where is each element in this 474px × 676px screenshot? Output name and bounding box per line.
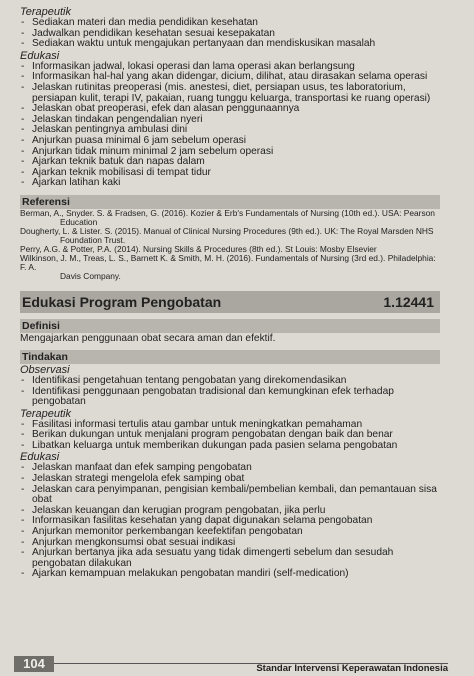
list-item: - Ajarkan kemampuan melakukan pengobatan mandiri (self-medication) xyxy=(20,569,440,580)
list-item: - Informasikan fasilitas kesehatan yang dapat digunakan selama pengobatan xyxy=(20,516,440,527)
list-item: - Sediakan materi dan media pendidikan kesehatan xyxy=(20,18,440,29)
list-item: - Jelaskan keuangan dan kerugian program pengobatan, jika perlu xyxy=(20,506,440,517)
section-code: 1.12441 xyxy=(383,293,434,310)
list-item: - Informasikan hal-hal yang akan didengar, dicium, dilihat, atau dirasakan selama operasi xyxy=(20,72,440,83)
list-item: - Ajarkan teknik batuk dan napas dalam xyxy=(20,157,440,168)
terapeutik-list xyxy=(20,18,440,50)
definisi-heading: Definisi xyxy=(20,319,440,333)
list-item: - Jadwalkan pendidikan kesehatan sesuai kesepakatan xyxy=(20,29,440,40)
list-item: - Fasilitasi informasi tertulis atau gambar untuk meningkatkan pemahaman xyxy=(20,420,440,431)
book-title: Standar Intervensi Keperawatan Indonesia xyxy=(256,663,448,674)
reference-entry: Perry, A.G. & Potter, P.A. (2014). Nursing Skills & Procedures (8th ed.). St Louis: Mosby Elsevier xyxy=(20,243,377,254)
edukasi-list xyxy=(20,62,440,189)
list-item: - Ajarkan teknik mobilisasi di tempat tidur xyxy=(20,168,440,179)
list-item: - Jelaskan cara penyimpanan, pengisian kembali/pembelian kembali, dan pemantauan sisa obat xyxy=(20,485,440,506)
reference-entry: Dougherty, L. & Lister. S. (2015). Manual of Clinical Nursing Procedures (9th ed.). UK: The Royal Marsden NHS Foundation Trust. xyxy=(20,225,434,245)
list-item: - Jelaskan strategi mengelola efek samping obat xyxy=(20,474,440,485)
list-item: - Anjurkan bertanya jika ada sesuatu yang tidak dimengerti sebelum dan sesudah pengobatan dilakukan xyxy=(20,548,440,569)
section-title-bar xyxy=(20,291,440,313)
page-number: 104 xyxy=(14,656,54,672)
terapeutik-heading: Terapeutik xyxy=(20,6,71,18)
terapeutik-list-2 xyxy=(20,420,440,452)
list-item: - Anjurkan mengkonsumsi obat sesuai indikasi xyxy=(20,538,440,549)
list-item: - Jelaskan rutinitas preoperasi (mis. anestesi, diet, persiapan usus, tes laboratorium, persiapan kulit, terapi IV, pakaian, ruang tunggu keluarga, transportasi ke ruang operasi) xyxy=(20,83,440,104)
list-item: - Identifikasi pengetahuan tentang pengobatan yang direkomendasikan xyxy=(20,376,440,387)
list-item: - Anjurkan tidak minum minimal 2 jam sebelum operasi xyxy=(20,147,440,158)
observasi-list xyxy=(20,376,440,408)
list-item: - Libatkan keluarga untuk memberikan dukungan pada pasien selama pengobatan xyxy=(20,441,440,452)
list-item: - Anjurkan memonitor perkembangan keefektifan pengobatan xyxy=(20,527,440,538)
terapeutik-heading-2: Terapeutik xyxy=(20,407,71,420)
list-item: - Jelaskan pentingnya ambulasi dini xyxy=(20,125,440,136)
list-item: - Anjurkan puasa minimal 6 jam sebelum operasi xyxy=(20,136,440,147)
section-title: Edukasi Program Pengobatan xyxy=(22,293,222,310)
list-item: - Ajarkan latihan kaki xyxy=(20,178,440,189)
reference-entry: Berman, A., Snyder. S. & Fradsen, G. (2016). Kozier & Erb's Fundamentals of Nursing (10th ed.). USA: Pearson Education xyxy=(20,207,435,227)
reference-list xyxy=(20,209,440,281)
list-item: - Informasikan jadwal, lokasi operasi dan lama operasi akan berlangsung xyxy=(20,62,440,73)
list-item: - Jelaskan obat preoperasi, efek dan alasan penggunaannya xyxy=(20,104,440,115)
edukasi-heading-2: Edukasi xyxy=(20,451,60,464)
edukasi-list-2 xyxy=(20,463,440,580)
page-footer xyxy=(0,656,474,676)
list-item: - Jelaskan manfaat dan efek samping pengobatan xyxy=(20,463,440,474)
edukasi-heading: Edukasi xyxy=(20,49,60,62)
referensi-heading: Referensi xyxy=(20,195,440,209)
reference-entry: Wilkinson, J. M., Treas, L. S., Barnett K. & Smith, M. H. (2016). Fundamentals of Nursing (3rd ed.). Philadelphia: F. A. Davis Company. xyxy=(20,252,436,281)
list-item: - Jelaskan tindakan pengendalian nyeri xyxy=(20,115,440,126)
page-content xyxy=(20,6,440,580)
tindakan-heading: Tindakan xyxy=(20,350,440,364)
list-item: - Sediakan waktu untuk mengajukan pertanyaan dan mendiskusikan masalah xyxy=(20,39,440,50)
observasi-heading: Observasi xyxy=(20,363,70,376)
list-item: - Identifikasi penggunaan pengobatan tradisional dan kemungkinan efek terhadap pengobatan xyxy=(20,387,440,408)
definisi-text: Mengajarkan penggunaan obat secara aman dan efektif. xyxy=(20,332,276,344)
list-item: - Berikan dukungan untuk menjalani program pengobatan dengan baik dan benar xyxy=(20,430,440,441)
